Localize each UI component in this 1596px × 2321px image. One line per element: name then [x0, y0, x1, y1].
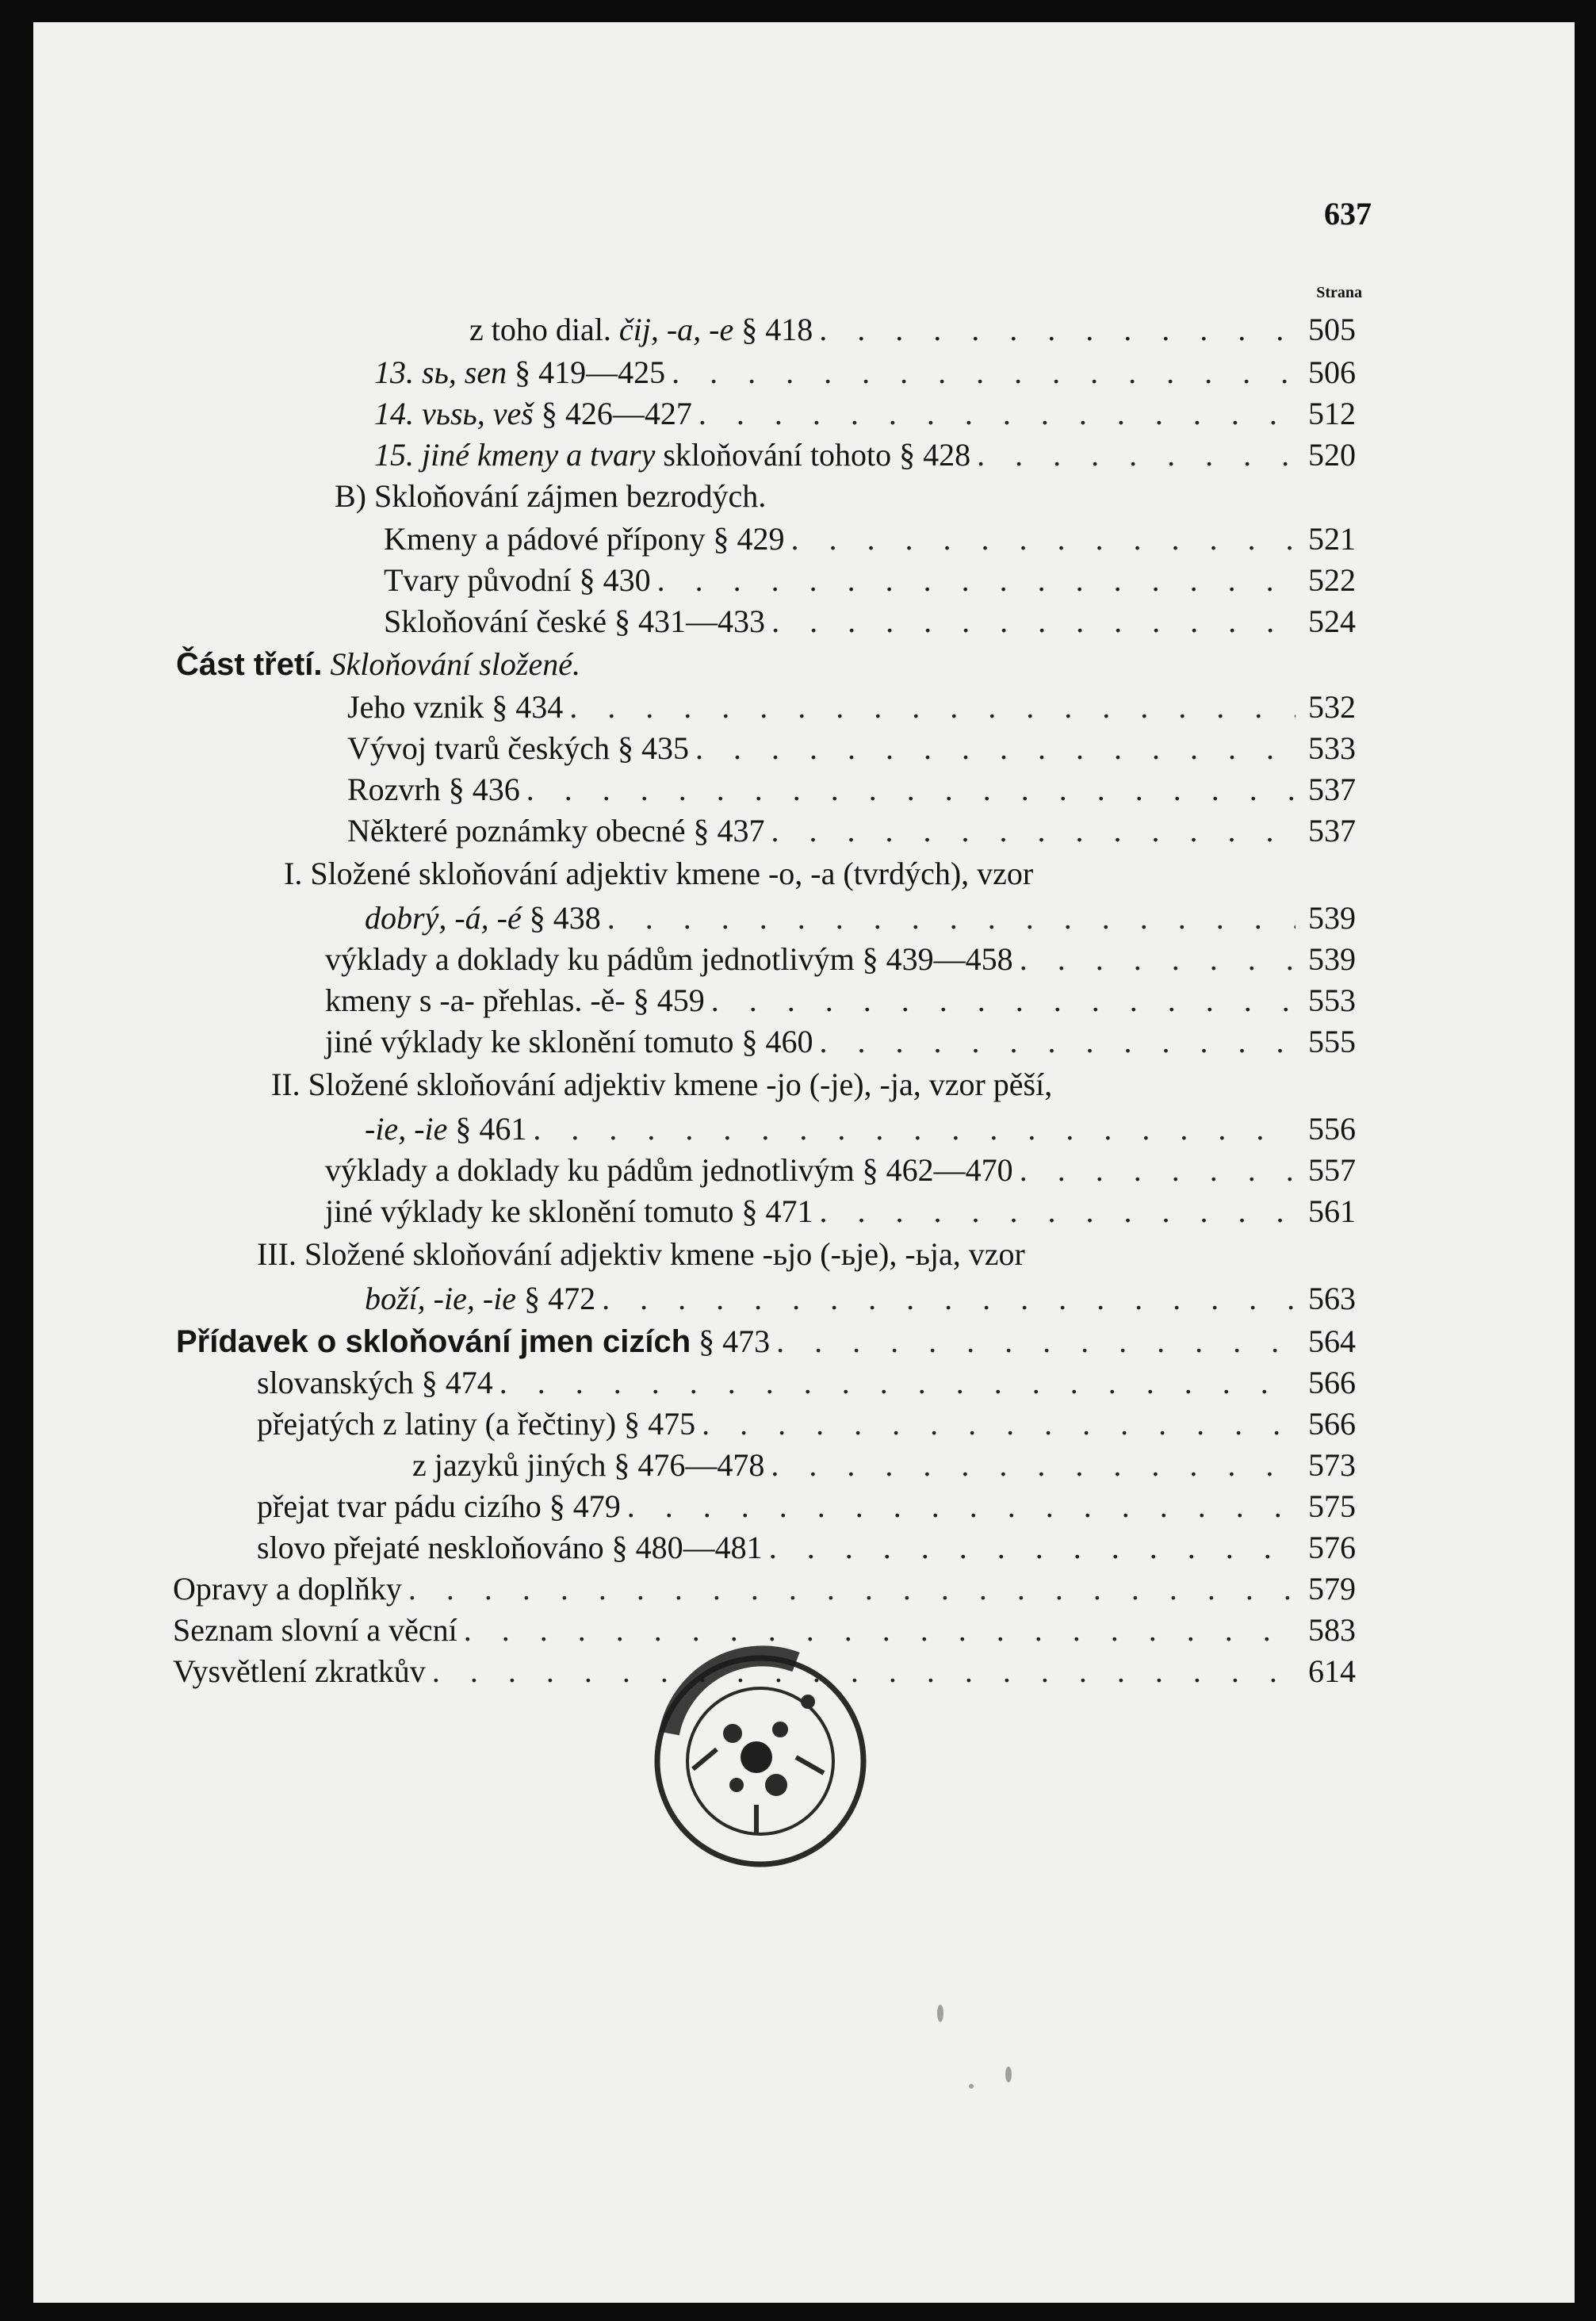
- toc-section-heading: B) Skloňování zájmen bezrodých.: [335, 478, 767, 514]
- leader-dots: [705, 980, 1296, 1021]
- page-ref: 532: [1308, 689, 1356, 725]
- toc-entry: Některé poznámky obecné § 437 . . . 537: [347, 810, 1356, 852]
- leader-dots: [784, 519, 1296, 560]
- toc-entry: Jeho vznik § 434 . . . 532: [347, 687, 1356, 728]
- page-ref: 573: [1308, 1447, 1356, 1483]
- leader-dots: [813, 309, 1296, 350]
- leader-dots: [813, 1021, 1296, 1063]
- table-of-contents: [33, 22, 1575, 2303]
- page-ref: 533: [1308, 730, 1356, 766]
- leader-dots: [595, 1278, 1296, 1319]
- leader-dots: [764, 1445, 1296, 1486]
- leader-dots: [1013, 939, 1296, 980]
- leader-dots: [402, 1568, 1296, 1610]
- leader-dots: [970, 435, 1296, 476]
- toc-entry: 13. sь, sen § 419—425 . . . 506: [374, 352, 1356, 393]
- leader-dots: [765, 601, 1296, 642]
- toc-entry: Rozvrh § 436 . . . 537: [347, 769, 1356, 810]
- page-ref: 522: [1308, 562, 1356, 598]
- toc-entry: Kmeny a pádové přípony § 429 . . . 521: [384, 519, 1356, 560]
- leader-dots: [520, 769, 1296, 810]
- toc-entry: Opravy a doplňky . . . 579: [173, 1568, 1356, 1610]
- toc-entry: přejat tvar pádu cizího § 479 . . . 575: [257, 1486, 1356, 1527]
- toc-entry: přejatých z latiny (a řečtiny) § 475 . . . 566: [257, 1404, 1356, 1445]
- toc-entry: boží, -ie, -ie § 472 . . . 563: [365, 1278, 1356, 1319]
- toc-entry: slovanských § 474 . . . 566: [257, 1362, 1356, 1404]
- toc-entry: výklady a doklady ku pádům jednotlivým § 462—470 . . . 557: [325, 1150, 1356, 1191]
- page-ref: 556: [1308, 1111, 1356, 1147]
- toc-subsection-heading: I. Složené skloňování adjektiv kmene -o, -a (tvrdých), vzor: [284, 856, 1034, 891]
- toc-entry: z toho dial. čij, -a, -e § 418 . . . 505: [469, 309, 1356, 350]
- leader-dots: [770, 1321, 1296, 1362]
- page-ref: 583: [1308, 1612, 1356, 1648]
- book-page: [33, 22, 1575, 2303]
- leader-dots: [763, 1527, 1296, 1568]
- page-ref: 539: [1308, 941, 1356, 977]
- toc-entry: Vývoj tvarů českých § 435 . . . 533: [347, 728, 1356, 769]
- page-ref: 537: [1308, 813, 1356, 848]
- toc-entry: jiné výklady ke sklonění tomuto § 471 . . . 561: [325, 1191, 1356, 1232]
- leader-dots: [621, 1486, 1296, 1527]
- leader-dots: [526, 1109, 1296, 1150]
- page-ref: 557: [1308, 1152, 1356, 1188]
- page-ref: 506: [1308, 354, 1356, 390]
- print-smudge: [969, 2084, 974, 2089]
- library-stamp-icon: [637, 1638, 883, 1884]
- toc-entry: Seznam slovní a věcní . . . 583: [173, 1610, 1356, 1651]
- leader-dots: [695, 1404, 1296, 1445]
- leader-dots: [601, 898, 1296, 939]
- toc-entry: jiné výklady ke sklonění tomuto § 460 . . . 555: [325, 1021, 1356, 1063]
- toc-entry: z jazyků jiných § 476—478 . . . 573: [412, 1445, 1356, 1486]
- toc-entry: slovo přejaté neskloňováno § 480—481 . . . 576: [257, 1527, 1356, 1568]
- toc-entry: -ie, -ie § 461 . . . 556: [365, 1109, 1356, 1150]
- page-ref: 521: [1308, 521, 1356, 557]
- toc-entry: kmeny s -a- přehlas. -ě- § 459 . . . 553: [325, 980, 1356, 1021]
- print-smudge: [1005, 2066, 1012, 2082]
- print-smudge: [937, 2005, 943, 2022]
- leader-dots: [813, 1191, 1296, 1232]
- page-ref: 575: [1308, 1488, 1356, 1524]
- toc-entry: výklady a doklady ku pádům jednotlivým § 439—458 . . . 539: [325, 939, 1356, 980]
- page-ref: 614: [1308, 1653, 1356, 1689]
- toc-appendix-entry: Přídavek o skloňování jmen cizích § 473 . . . 564: [176, 1321, 1356, 1362]
- leader-dots: [493, 1362, 1296, 1404]
- leader-dots: [764, 810, 1296, 852]
- toc-entry: 14. vьsь, veš § 426—427 . . . 512: [374, 393, 1356, 435]
- page-ref: 537: [1308, 772, 1356, 807]
- toc-entry: 15. jiné kmeny a tvary skloňování tohoto § 428 . . . 520: [374, 435, 1356, 476]
- leader-dots: [563, 687, 1296, 728]
- page-ref: 520: [1308, 437, 1356, 473]
- page-ref: 561: [1308, 1193, 1356, 1229]
- leader-dots: [1013, 1150, 1296, 1191]
- page-ref: 524: [1308, 603, 1356, 639]
- page-ref: 553: [1308, 982, 1356, 1018]
- toc-entry: Tvary původní § 430 . . . 522: [384, 560, 1356, 601]
- page-column-label: Strana: [1316, 284, 1362, 301]
- svg-text:SLOV. KNIŽNICA: SLOV. KNIŽNICA: [637, 1638, 644, 1639]
- page-ref: 563: [1308, 1281, 1356, 1316]
- page-ref: 576: [1308, 1530, 1356, 1565]
- page-ref: 512: [1308, 396, 1356, 431]
- leader-dots: [692, 393, 1296, 435]
- page-ref: 505: [1308, 312, 1356, 347]
- page-ref: 555: [1308, 1024, 1356, 1059]
- leader-dots: [665, 352, 1296, 393]
- page-ref: 539: [1308, 900, 1356, 936]
- page-ref: 566: [1308, 1365, 1356, 1400]
- toc-entry: Vysvětlení zkratkův . . . 614: [173, 1651, 1356, 1692]
- toc-entry: Skloňování české § 431—433 . . . 524: [384, 601, 1356, 642]
- leader-dots: [689, 728, 1296, 769]
- page-ref: 564: [1308, 1323, 1356, 1359]
- page-ref: 566: [1308, 1406, 1356, 1442]
- page-ref: 579: [1308, 1571, 1356, 1607]
- page-number: 637: [1324, 196, 1372, 232]
- toc-subsection-heading: II. Složené skloňování adjektiv kmene -jo (-je), -ja, vzor pěší,: [271, 1067, 1053, 1102]
- toc-part-heading: Část třetí. Skloňování složené.: [176, 646, 580, 682]
- toc-entry: dobrý, -á, -é § 438 . . . 539: [365, 898, 1356, 939]
- leader-dots: [651, 560, 1296, 601]
- toc-subsection-heading: III. Složené skloňování adjektiv kmene -ьjo (-ьje), -ьja, vzor: [257, 1236, 1025, 1272]
